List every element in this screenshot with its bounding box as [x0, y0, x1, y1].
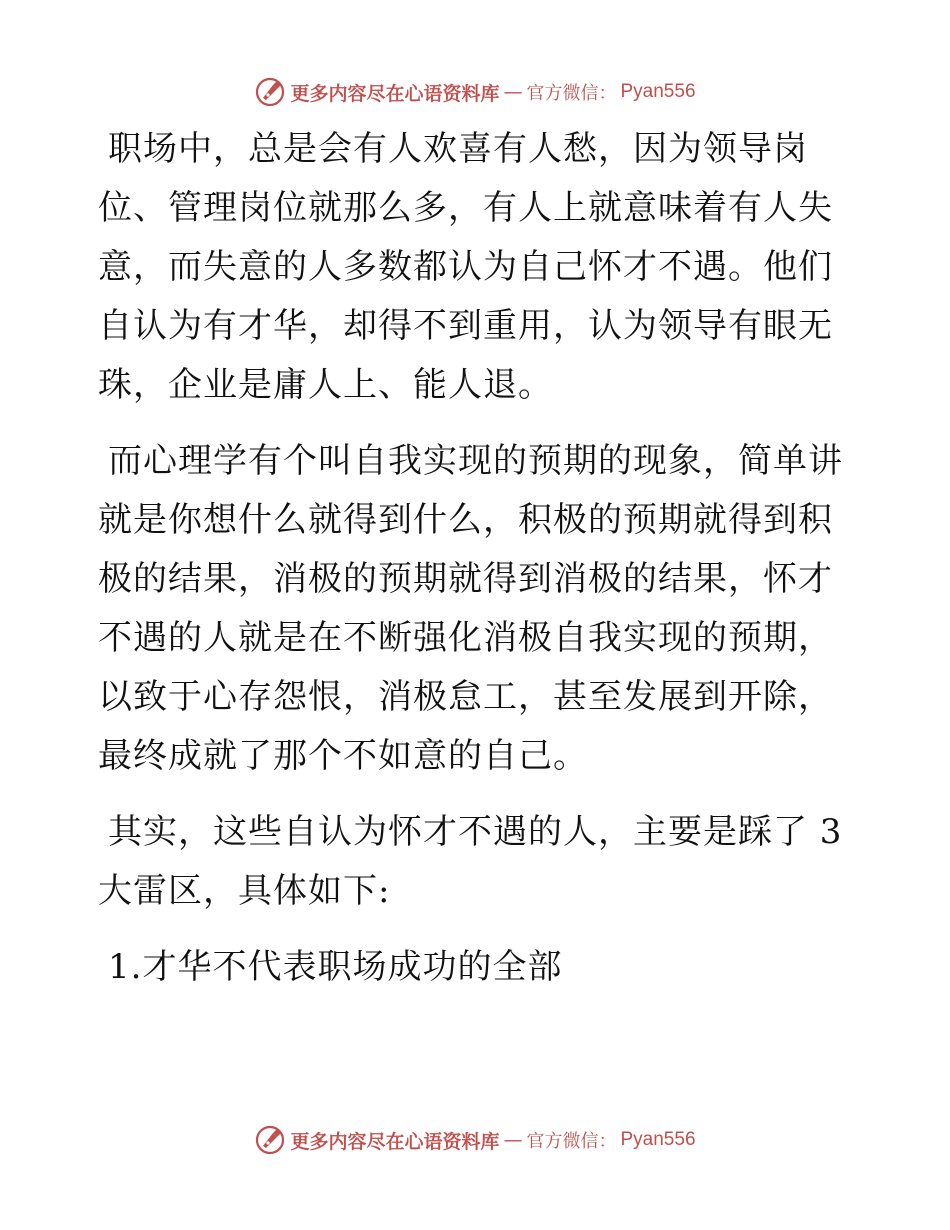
header-banner	[0, 72, 950, 112]
pen-nib-logo-icon	[254, 1124, 286, 1156]
header-banner-inner	[254, 76, 695, 108]
list-item-1: 1.才华不代表职场成功的全部	[108, 947, 563, 987]
header-dash: —	[503, 81, 523, 103]
paragraph-1: 职场中，总是会有人欢喜有人愁，因为领导岗位、管理岗位就那么多，有人上就意味着有人失意，而失意的人多数都认为自己怀才不遇。他们自认为有才华，却得不到重用，认为领导有眼无珠，企业是庸人上、能人退。	[98, 129, 833, 405]
paragraph-2: 而心理学有个叫自我实现的预期的现象，简单讲就是你想什么就得到什么，积极的预期就得到积极的结果，消极的预期就得到消极的结果，怀才不遇的人就是在不断强化消极自我实现的预期，以致于心存怨恨，消极怠工，甚至发展到开除，最终成就了那个不如意的自己。	[98, 441, 843, 776]
footer-dash: —	[503, 1129, 523, 1151]
document-body	[98, 120, 858, 1014]
header-wechat-id: Pyan556	[620, 81, 696, 102]
header-brand-text: 更多内容尽在心语资料库	[290, 82, 500, 105]
footer-banner	[0, 1120, 950, 1160]
paragraph-3: 其实，这些自认为怀才不遇的人，主要是踩了 3 大雷区，具体如下:	[98, 812, 843, 911]
footer-wechat-label: 官方微信：	[526, 1131, 617, 1152]
footer-wechat-id: Pyan556	[620, 1129, 696, 1150]
footer-brand-text: 更多内容尽在心语资料库	[290, 1130, 500, 1153]
pen-nib-logo-icon	[254, 76, 286, 108]
footer-banner-inner	[254, 1124, 695, 1156]
header-wechat-label: 官方微信：	[526, 83, 617, 104]
